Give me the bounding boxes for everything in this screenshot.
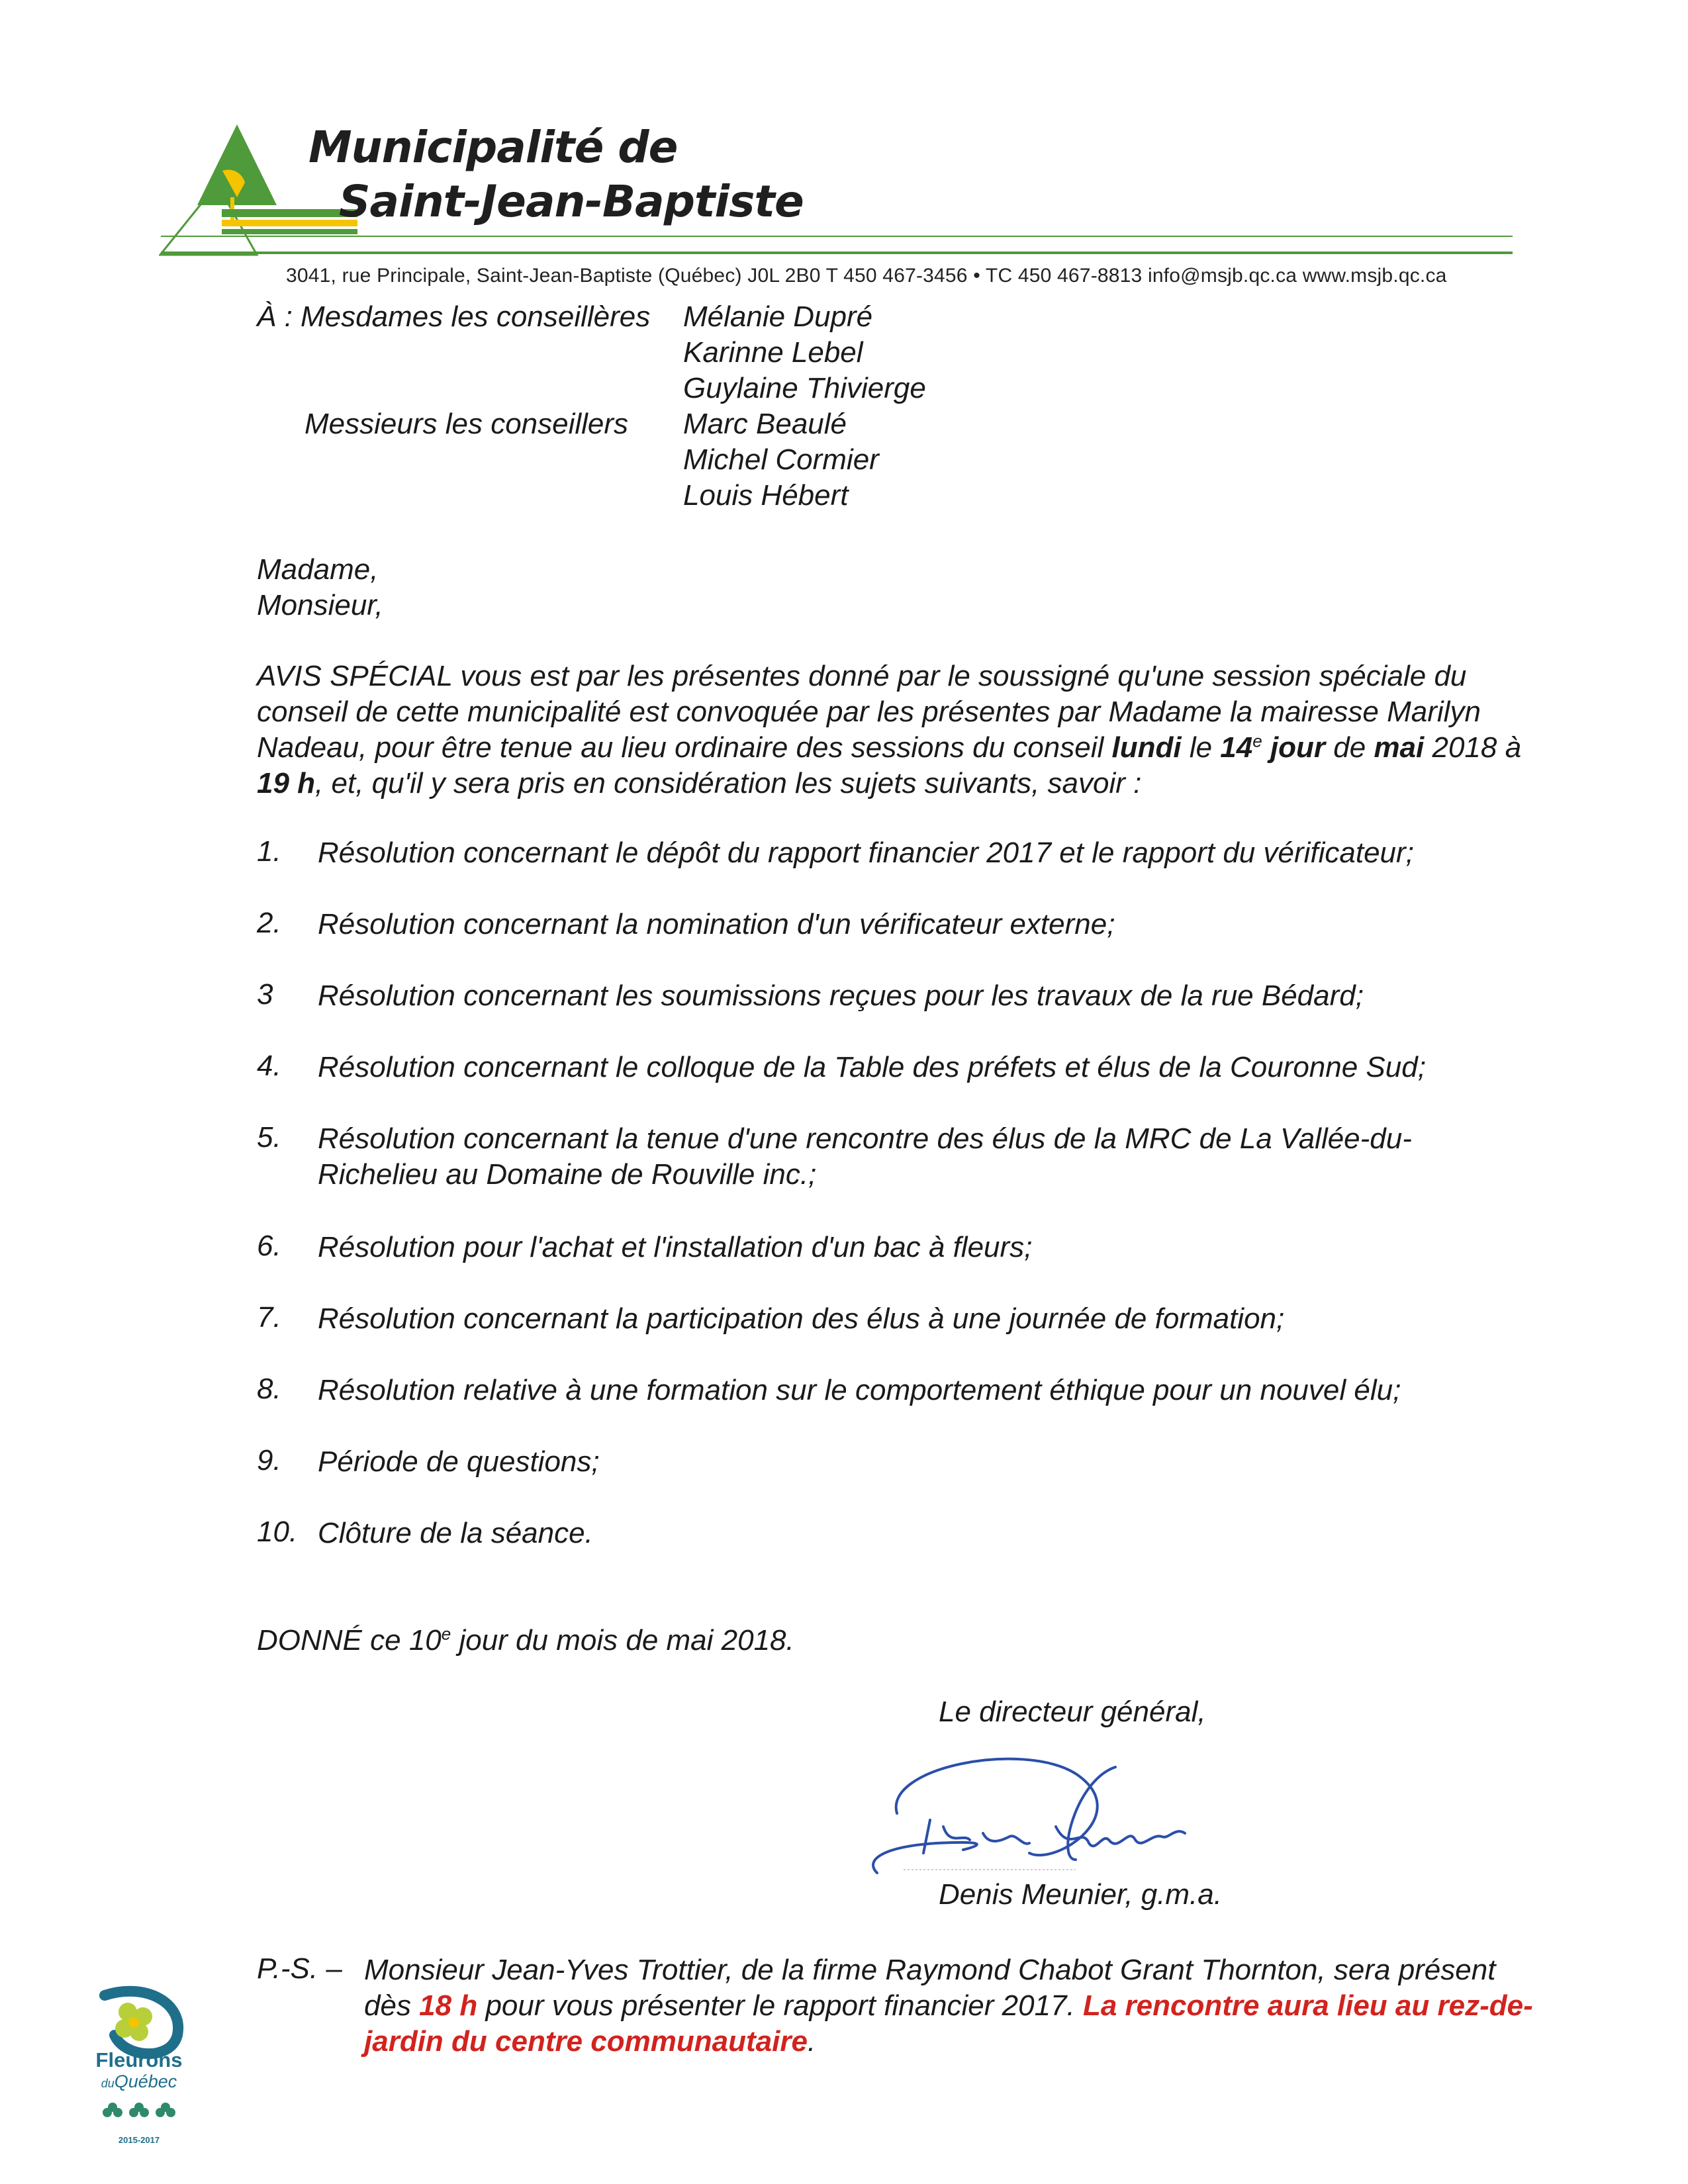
- agenda-item-number: 3: [257, 978, 273, 1011]
- agenda-item-text: Période de questions;: [318, 1445, 600, 1478]
- postscript-time: 18 h: [419, 1989, 478, 2022]
- notice-text: le: [1181, 731, 1221, 764]
- postscript-label: P.-S. –: [257, 1952, 342, 1985]
- fleurons-rating-icon: [99, 2097, 179, 2123]
- salutation-monsieur: Monsieur,: [257, 589, 383, 621]
- agenda-item-text: Clôture de la séance.: [318, 1517, 593, 1549]
- recipient-name: Karinne Lebel: [683, 336, 863, 369]
- agenda-item-text: Résolution concernant le colloque de la Table des préfets et élus de la Couronne Sud;: [318, 1051, 1426, 1083]
- postscript-location: La rencontre aura lieu au rez-de-jardin du centre communautaire: [364, 1989, 1533, 2058]
- recipient-name: Marc Beaulé: [683, 408, 847, 440]
- agenda-item-text: Résolution concernant la tenue d'une rencontre des élus de la MRC de La Vallée-du-Richelieu au Domaine de Rouville inc.;: [318, 1122, 1412, 1191]
- recipient-name: Louis Hébert: [683, 479, 849, 512]
- notice-text: 2018 à: [1424, 731, 1522, 764]
- notice-day: lundi: [1111, 731, 1182, 764]
- signatory-role: Le directeur général,: [939, 1696, 1206, 1728]
- fleurons-subtitle: [73, 2071, 205, 2092]
- special-notice-paragraph: [257, 659, 1534, 801]
- header-rule: [161, 251, 1513, 254]
- agenda-item-text: Résolution pour l'achat et l'installation d'un bac à fleurs;: [318, 1231, 1033, 1263]
- notice-text: AVIS SPÉCIAL vous est par les présentes donné par le soussigné qu'une session spéciale du conseil de cette municipalité est convoquée par les présentes par Madame la mairesse Marilyn Nadeau, pour être tenue au lieu ordinaire des sessions du conseil: [257, 660, 1481, 764]
- signatory-name: Denis Meunier, g.m.a.: [939, 1878, 1222, 1911]
- notice-text: de: [1325, 731, 1374, 764]
- header-rule-top: [161, 236, 1513, 237]
- agenda-item-text: Résolution concernant la participation des élus à une journée de formation;: [318, 1302, 1285, 1335]
- recipients-label-women: À : Mesdames les conseillères: [257, 300, 651, 333]
- agenda-item-number: 2.: [257, 907, 281, 939]
- given-date-text: DONNÉ ce 10: [257, 1624, 442, 1657]
- municipality-title-line2: Saint-Jean-Baptiste: [339, 176, 804, 227]
- postscript-text: .: [807, 2025, 816, 2058]
- agenda-item-number: 4.: [257, 1050, 281, 1082]
- agenda-item-text: Résolution concernant la nomination d'un vérificateur externe;: [318, 908, 1115, 940]
- fleurons-subtitle-main: Québec: [114, 2071, 177, 2091]
- agenda-item-number: 5.: [257, 1121, 281, 1154]
- given-date-sup: e: [441, 1623, 451, 1644]
- agenda-item-number: 9.: [257, 1444, 281, 1477]
- notice-time: 19 h: [257, 767, 316, 799]
- municipality-title-line1: Municipalité de: [308, 122, 678, 173]
- agenda-item-number: 10.: [257, 1516, 298, 1548]
- agenda-item-number: 6.: [257, 1230, 281, 1262]
- given-date: [257, 1623, 794, 1659]
- fleurons-subtitle-small: du: [101, 2077, 115, 2090]
- recipient-name: Guylaine Thivierge: [683, 372, 926, 404]
- agenda-item-number: 1.: [257, 835, 281, 868]
- salutation-madame: Madame,: [257, 553, 379, 586]
- contact-address: 3041, rue Principale, Saint-Jean-Baptiste (Québec) J0L 2B0 T 450 467-3456 • TC 450 467-8813 info@msjb.qc.ca www.msjb.qc.ca: [286, 265, 1447, 287]
- fleurons-years: 2015-2017: [118, 2135, 160, 2145]
- notice-text: , et, qu'il y sera pris en considération les sujets suivants, savoir :: [315, 767, 1142, 799]
- notice-date-sup: e: [1252, 731, 1262, 751]
- recipient-name: Michel Cormier: [683, 443, 879, 476]
- given-date-text: jour du mois de mai 2018.: [451, 1624, 794, 1657]
- postscript-paragraph: [364, 1952, 1542, 2060]
- recipient-name: Mélanie Dupré: [683, 300, 873, 333]
- notice-month: mai: [1374, 731, 1425, 764]
- agenda-item-text: Résolution relative à une formation sur le comportement éthique pour un nouvel élu;: [318, 1374, 1401, 1406]
- postscript-text: Monsieur Jean-Yves Trottier, de la firme Raymond Chabot Grant Thornton, sera présent dès: [364, 1954, 1496, 2022]
- handwritten-signature: [857, 1727, 1254, 1893]
- postscript-text: pour vous présenter le rapport financier 2017.: [477, 1989, 1083, 2022]
- fleurons-title: Fleurons: [95, 2048, 183, 2071]
- notice-date-number: 14: [1220, 731, 1253, 764]
- agenda-item-number: 8.: [257, 1373, 281, 1405]
- notice-date-word: jour: [1262, 731, 1326, 764]
- agenda-item-text: Résolution concernant les soumissions reçues pour les travaux de la rue Bédard;: [318, 979, 1364, 1012]
- agenda-item-text: Résolution concernant le dépôt du rapport financier 2017 et le rapport du vérificateur;: [318, 837, 1414, 869]
- recipients-label-men: Messieurs les conseillers: [305, 408, 629, 440]
- agenda-item-number: 7.: [257, 1301, 281, 1334]
